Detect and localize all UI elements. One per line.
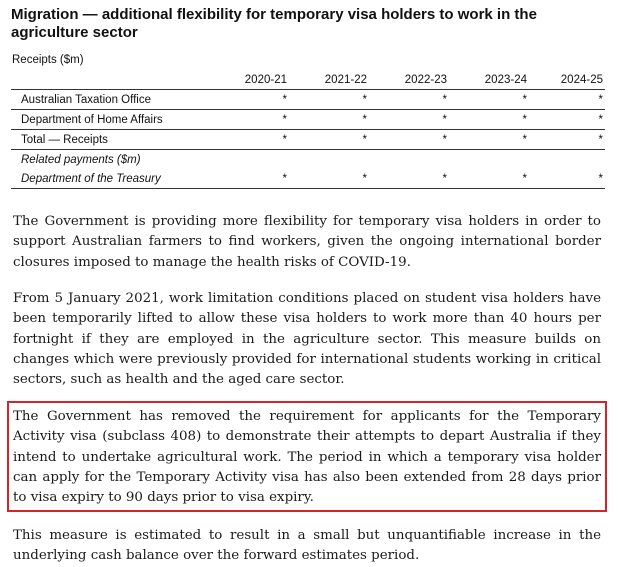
paragraph-intro: The Government is providing more flexibility for temporary visa holders in order to support Australian farmers to find workers, given the ongoing international border closures imposed to manage the health risks of COVID-19. bbox=[13, 214, 601, 270]
table-cell: * bbox=[289, 110, 369, 130]
table-cell: * bbox=[211, 90, 289, 110]
table-cell bbox=[529, 150, 605, 170]
receipts-caption: Receipts ($m) bbox=[12, 54, 84, 66]
table-cell bbox=[211, 150, 289, 170]
table-cell: * bbox=[369, 130, 449, 150]
table-cell: * bbox=[449, 90, 529, 110]
table-header-blank bbox=[11, 70, 211, 90]
table-cell: * bbox=[369, 169, 449, 189]
table-cell: * bbox=[529, 169, 605, 189]
year-header: 2024-25 bbox=[529, 70, 605, 90]
table-row bbox=[11, 90, 605, 110]
year-header: 2020-21 bbox=[211, 70, 289, 90]
table-cell: * bbox=[211, 110, 289, 130]
table-cell: * bbox=[369, 110, 449, 130]
table-cell: * bbox=[289, 90, 369, 110]
table-cell: * bbox=[289, 130, 369, 150]
table-cell: * bbox=[529, 90, 605, 110]
table-row bbox=[11, 169, 605, 189]
table-cell: * bbox=[211, 130, 289, 150]
year-header: 2021-22 bbox=[289, 70, 369, 90]
row-label: Total — Receipts bbox=[11, 130, 211, 150]
row-label: Department of Home Affairs bbox=[11, 110, 211, 130]
paragraph-student-visa: From 5 January 2021, work limitation conditions placed on student visa holders have been temporarily lifted to allow these visa holders to work more than 40 hours per fortnight if they are employed in the agriculture sector. This measure builds on changes which were previously provided for international students working in critical sectors, such as health and the aged care sector. bbox=[13, 291, 601, 388]
section-label: Related payments ($m) bbox=[21, 153, 141, 166]
year-header: 2022-23 bbox=[369, 70, 449, 90]
row-label: Department of the Treasury bbox=[11, 169, 211, 189]
paragraph-temporary-activity-visa: The Government has removed the requirement for applicants for the Temporary Activity visa (subclass 408) to demonstrate their attempts to depart Australia if they intend to undertake agricultural work. The period in which a temporary visa holder can apply for the Temporary Activity visa has also been extended from 28 days prior to visa expiry to 90 days prior to visa expiry. bbox=[13, 409, 601, 506]
table-cell: * bbox=[211, 169, 289, 189]
table-row-section bbox=[11, 150, 605, 170]
table-cell: * bbox=[449, 169, 529, 189]
row-label: Australian Taxation Office bbox=[11, 90, 211, 110]
receipts-table bbox=[11, 70, 605, 189]
page-title: Migration — additional flexibility for temporary visa holders to work in the agriculture sector bbox=[11, 6, 537, 41]
table-cell: * bbox=[289, 169, 369, 189]
table-cell: * bbox=[529, 110, 605, 130]
year-header: 2023-24 bbox=[449, 70, 529, 90]
table-row-total bbox=[11, 130, 605, 150]
table-cell: * bbox=[449, 130, 529, 150]
table-cell: * bbox=[449, 110, 529, 130]
paragraph-estimate: This measure is estimated to result in a small but unquantifiable increase in the underlying cash balance over the forward estimates period. bbox=[13, 528, 601, 564]
table-cell bbox=[289, 150, 369, 170]
table-cell: * bbox=[529, 130, 605, 150]
table-header-row bbox=[11, 70, 605, 90]
table-cell: * bbox=[369, 90, 449, 110]
table-cell bbox=[449, 150, 529, 170]
table-cell bbox=[369, 150, 449, 170]
table-row bbox=[11, 110, 605, 130]
